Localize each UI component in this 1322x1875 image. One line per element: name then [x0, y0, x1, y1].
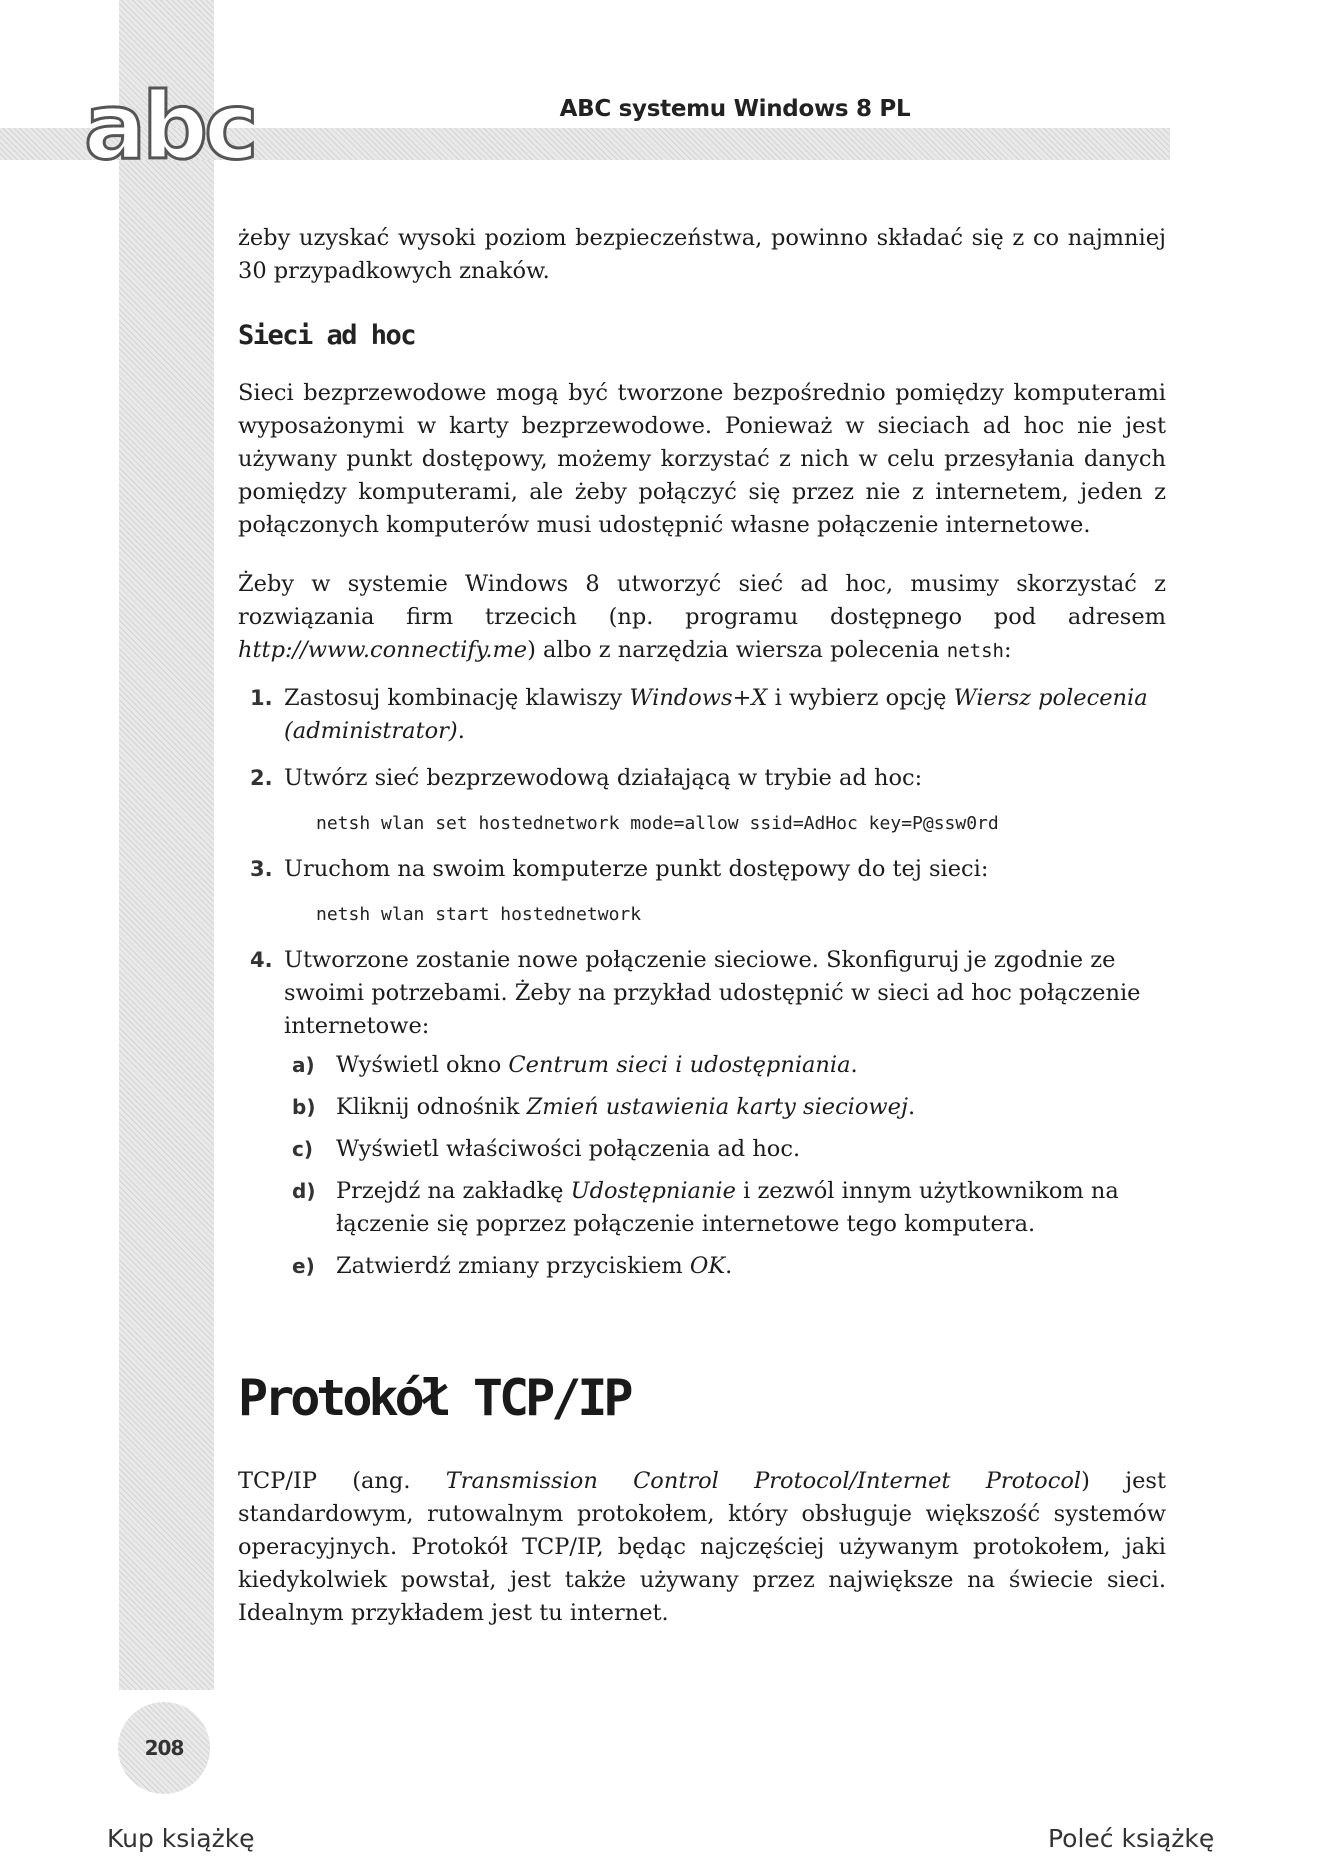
- recommend-book-link[interactable]: Poleć książkę: [1048, 1824, 1215, 1853]
- menu-option: Wiersz polecenia (administrator): [284, 685, 1148, 744]
- text-run: i wybierz opcję: [767, 685, 954, 711]
- text-run: .: [850, 1052, 858, 1078]
- list-item: [284, 1049, 1166, 1082]
- steps-list: [238, 682, 1166, 1283]
- substeps-list: [284, 1049, 1166, 1283]
- ui-term: Zmień ustawienia karty sieciowej: [526, 1094, 908, 1120]
- substep-letter: d): [292, 1179, 316, 1203]
- key-combo: Windows+X: [629, 685, 768, 711]
- text-run: ) albo z narzędzia wiersza polecenia: [527, 637, 947, 663]
- list-item: [238, 682, 1166, 748]
- text-run: Przejdź na zakładkę: [336, 1178, 571, 1204]
- substep-letter: c): [292, 1137, 313, 1161]
- list-item: [238, 762, 1166, 839]
- side-decorative-band: [119, 0, 214, 1690]
- text-run: Zatwierdź zmiany przyciskiem: [336, 1253, 690, 1279]
- list-item: [284, 1250, 1166, 1283]
- text-run: Zastosuj kombinację klawiszy: [284, 685, 630, 711]
- step-number: 1.: [250, 686, 273, 710]
- page-number: 208: [144, 1736, 184, 1760]
- step-text: Utworzone zostanie nowe połączenie sieciowe. Skonfiguruj je zgodnie ze swoimi potrzebami. Żeby na przykład udostępnić w sieci ad hoc połączenie internetowe:: [284, 947, 1141, 1039]
- code-line: netsh wlan start hostednetwork: [316, 904, 642, 925]
- step-number: 3.: [250, 857, 273, 881]
- connectify-link[interactable]: http://www.connectify.me: [238, 637, 528, 663]
- text-run: .: [907, 1094, 916, 1120]
- code-line: netsh wlan set hostednetwork mode=allow ssid=AdHoc key=P@ssw0rd: [316, 813, 999, 834]
- step-text: Uruchom na swoim komputerze punkt dostępowy do tej sieci:: [284, 856, 989, 882]
- substep-letter: e): [292, 1254, 315, 1278]
- section-heading-tcpip: Protokół TCP/IP: [238, 1369, 630, 1427]
- list-item: [284, 1175, 1166, 1241]
- text-run: :: [1003, 637, 1012, 663]
- substep-letter: b): [292, 1095, 316, 1119]
- step-number: 2.: [250, 766, 273, 790]
- ui-term: Udostępnianie: [570, 1178, 736, 1204]
- ui-term: OK: [689, 1253, 726, 1279]
- list-item: [238, 944, 1166, 1283]
- adhoc-paragraph-2: [238, 568, 1166, 668]
- text-run: TCP/IP (ang.: [238, 1468, 446, 1494]
- tcpip-paragraph: [238, 1465, 1166, 1630]
- text-run: Kliknij odnośnik: [336, 1094, 527, 1120]
- buy-book-link[interactable]: Kup książkę: [107, 1824, 255, 1853]
- page-content: [238, 222, 1166, 1630]
- running-head: ABC systemu Windows 8 PL: [559, 96, 911, 122]
- step-number: 4.: [250, 948, 273, 972]
- text-run: i zezwól innym użytkownikom na łączenie się poprzez połączenie internetowe tego komputera.: [336, 1178, 1119, 1237]
- step-text: Utwórz sieć bezprzewodową działającą w trybie ad hoc:: [284, 765, 923, 791]
- section-heading-adhoc: Sieci ad hoc: [238, 320, 416, 351]
- protocol-name: Transmission Control Protocol/Internet Protocol: [445, 1468, 1082, 1494]
- substep-letter: a): [292, 1053, 315, 1077]
- list-item: [238, 853, 1166, 930]
- text-run: Żeby w systemie Windows 8 utworzyć sieć ad hoc, musimy skorzystać z rozwiązania firm trzecich (np. programu dostępnego pod adresem: [238, 571, 1166, 630]
- text-run: .: [457, 718, 465, 744]
- list-item: [284, 1133, 1166, 1166]
- ui-term: Centrum sieci i udostępniania: [508, 1052, 851, 1078]
- list-item: [284, 1091, 1166, 1124]
- page-number-badge: [118, 1702, 210, 1794]
- text-run: ) jest standardowym, rutowalnym protokołem, który obsługuje większość systemów operacyjnych. Protokół TCP/IP, będąc najczęściej używanym protokołem, jaki kiedykolwiek powstał, jest także używany przez największe na świecie sieci. Idealnym przykładem jest tu internet.: [238, 1468, 1167, 1626]
- netsh-command: netsh: [946, 640, 1004, 662]
- text-run: Wyświetl właściwości połączenia ad hoc.: [336, 1136, 801, 1162]
- intro-paragraph: żeby uzyskać wysoki poziom bezpieczeństwa, powinno składać się z co najmniej 30 przypadkowych znaków.: [238, 225, 1166, 284]
- text-run: Wyświetl okno: [336, 1052, 509, 1078]
- text-run: .: [725, 1253, 733, 1279]
- adhoc-paragraph-1: Sieci bezprzewodowe mogą być tworzone bezpośrednio pomiędzy komputerami wyposażonymi w karty bezprzewodowe. Ponieważ w sieciach ad hoc nie jest używany punkt dostępowy, możemy korzystać z nich w celu przesyłania danych pomiędzy komputerami, ale żeby połączyć się przez nie z internetem, jeden z połączonych komputerów musi udostępnić własne połączenie internetowe.: [238, 380, 1166, 538]
- abc-logo: abc: [84, 73, 255, 180]
